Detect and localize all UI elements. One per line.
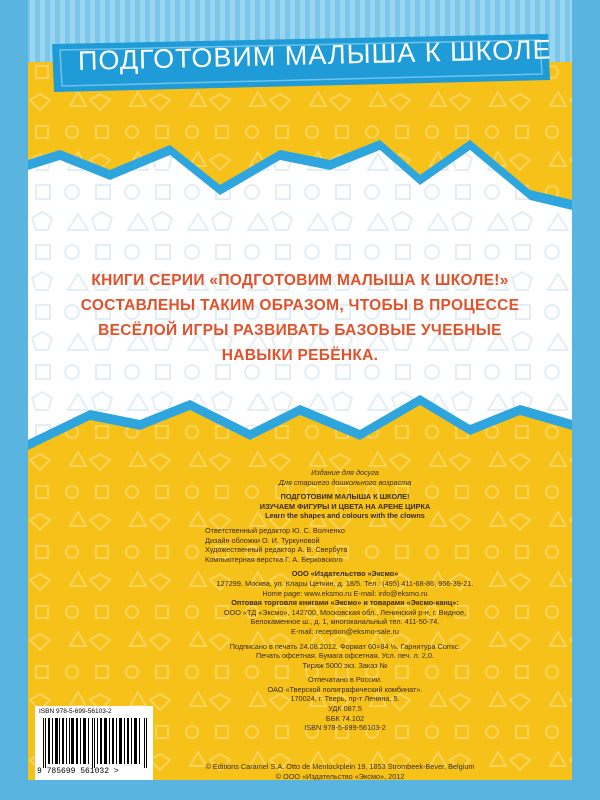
imprint-code: ISBN 978-5-699-56103-2 xyxy=(304,723,386,733)
imprint-credit: Компьютерная верстка Г. А. Берковского xyxy=(205,554,343,564)
barcode-digits: 9 785699 561032 > xyxy=(37,767,119,776)
copyright-block xyxy=(140,762,540,781)
imprint-wholesale-title: Оптовая торговля книгами «Эксмо» и товарами «Эксмо-канц»: xyxy=(231,598,459,608)
imprint-printed: ОАО «Тверской полиграфический комбинат». xyxy=(267,684,423,694)
imprint-age: Для старшего дошкольного возраста xyxy=(278,477,412,487)
imprint-block xyxy=(150,468,540,733)
imprint-code: УДК 087.5 xyxy=(328,704,362,714)
copyright-line: © Editions Caramel S.A. Otto de Mentockplein 19, 1853 Strombeek-Bever, Belgium xyxy=(205,762,475,771)
headline-line: НАВЫКИ РЕБЁНКА. xyxy=(221,347,379,364)
imprint-print-info: Печать офсетная. Бумага офсетная. Усл. печ. л. 2,0. xyxy=(256,651,434,661)
barcode-bars xyxy=(43,718,147,768)
imprint-code: ББК 74.102 xyxy=(325,713,365,723)
imprint-printed: Отпечатано в России. xyxy=(308,675,382,685)
imprint-publisher: ООО «Издательство «Эксмо» xyxy=(291,569,399,579)
imprint-print-info: Тираж 5000 экз. Заказ № xyxy=(302,660,388,670)
headline-line: КНИГИ СЕРИИ «ПОДГОТОВИМ МАЛЫША К ШКОЛЕ!» xyxy=(91,272,509,289)
imprint-address: 127299, Москва, ул. Клары Цеткин, д. 18/5. Тел.: (495) 411-68-86, 956-39-21. xyxy=(216,578,474,588)
imprint-title-ru: ИЗУЧАЕМ ФИГУРЫ И ЦВЕТА НА АРЕНЕ ЦИРКА xyxy=(259,501,431,511)
imprint-print-info: Подписано в печать 24.08.2012. Формат 60×84 ⅛. Гарнитура Comic. xyxy=(229,641,461,651)
imprint-credit: Художественный редактор А. В. Свербута xyxy=(205,545,348,555)
imprint-credit: Дизайн обложки О. И. Туркуновой xyxy=(205,535,320,545)
imprint-printed: 170024, г. Тверь, пр-т Ленина, 5. xyxy=(290,694,400,704)
imprint-web: Home page: www.eksmo.ru E-mail: info@eksmo.ru xyxy=(262,588,428,598)
headline-line: СОСТАВЛЕНЫ ТАКИМ ОБРАЗОМ, ЧТОБЫ В ПРОЦЕССЕ xyxy=(80,297,520,314)
imprint-wholesale: E-mail: reception@eksmo-sale.ru xyxy=(291,626,399,636)
imprint-title-en: Learn the shapes and colours with the clowns xyxy=(265,511,425,521)
headline-line: ВЕСЁЛОЙ ИГРЫ РАЗВИВАТЬ БАЗОВЫЕ УЧЕБНЫЕ xyxy=(98,322,502,339)
imprint-wholesale: ООО «ТД «Эксмо», 142700, Московская обл., Ленинский р-н, г. Видное, xyxy=(223,607,467,617)
copyright-line: © ООО «Издательство «Эксмо», 2012 xyxy=(275,771,405,781)
imprint-leisure: Издание для досуга xyxy=(311,468,379,477)
barcode xyxy=(35,706,153,780)
barcode-isbn-label: ISBN 978-5-699-56103-2 xyxy=(39,708,112,715)
series-banner-title: ПОДГОТОВИМ МАЛЫША К ШКОЛЕ xyxy=(77,34,552,76)
headline-text xyxy=(60,268,540,368)
imprint-credit: Ответственный редактор Ю. С. Волченко xyxy=(205,525,345,535)
imprint-series: ПОДГОТОВИМ МАЛЫША К ШКОЛЕ! xyxy=(280,492,410,502)
imprint-wholesale: Белокаменное ш., д. 1, многоканальный тел. 411-50-74. xyxy=(250,617,440,627)
